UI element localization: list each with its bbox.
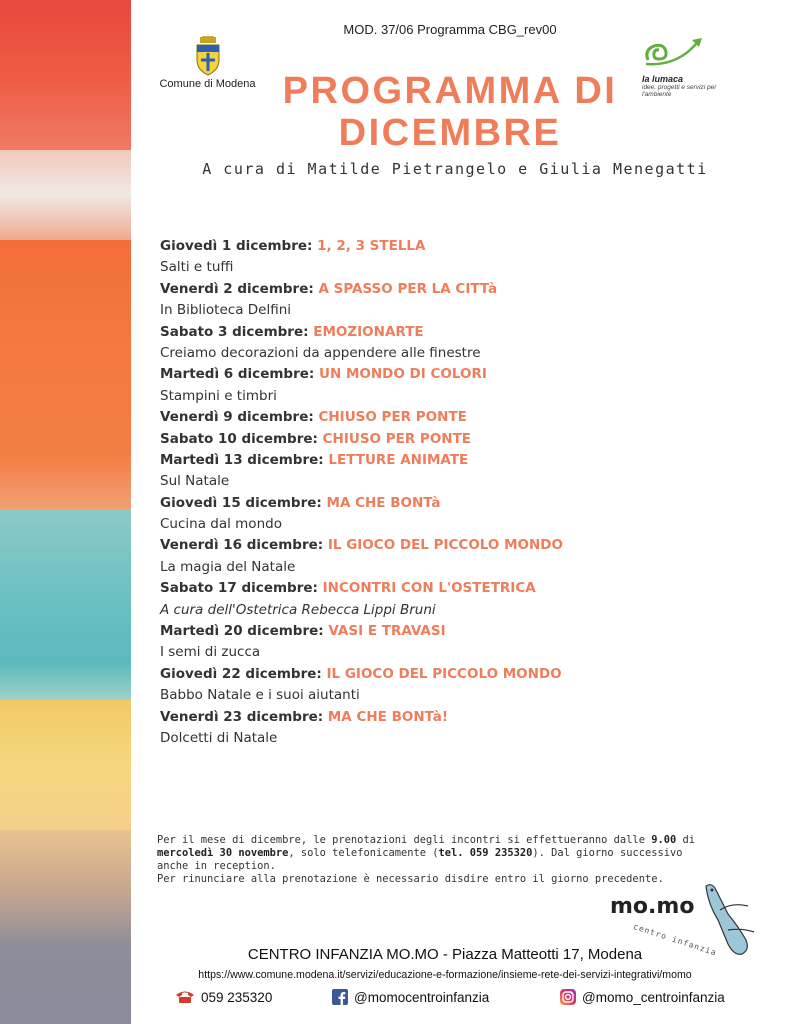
event-date: Martedì 6 dicembre: [160,366,319,383]
website-link[interactable]: https://www.comune.modena.it/servizi/educazione-e-formazione/insieme-rete-dei-servizi-integrativi/momo [198,969,692,981]
booking-notes [157,834,717,886]
schedule-event [160,407,760,428]
event-description: In Biblioteca Delfini [160,302,292,319]
subtitle: A cura di Matilde Pietrangelo e Giulia Menegatti [202,160,708,178]
schedule-event [160,535,760,556]
event-description: Sul Natale [160,473,230,490]
note-text: Per il mese di dicembre, le prenotazioni degli incontri si effettueranno dalle [157,834,652,846]
schedule-event [160,450,760,471]
schedule-event [160,364,760,385]
comune-logo [150,36,265,90]
event-description: I semi di zucca [160,644,261,661]
event-date: Giovedì 22 dicembre: [160,665,327,682]
event-date: Martedì 20 dicembre: [160,623,329,640]
event-activity: MA CHE BONTà [326,494,441,511]
momo-name: mo.mo [610,894,695,919]
schedule-event [160,621,760,642]
event-description: A cura dell'Ostetrica Rebecca Lippi Bruni [160,601,436,618]
instagram-contact[interactable] [560,986,725,1008]
event-activity: LETTURE ANIMATE [328,451,469,468]
event-date: Sabato 17 dicembre: [160,580,323,597]
booking-note-1 [157,834,717,873]
contacts-bar [175,986,775,1008]
title-line-1: PROGRAMMA DI [282,70,618,112]
schedule-event [160,578,760,599]
painted-side-panel [0,0,131,1024]
coat-of-arms-icon [193,36,223,76]
phone-contact[interactable] [175,986,272,1008]
schedule-event [160,279,760,300]
schedule-event [160,707,760,728]
comune-name: Comune di Modena [159,78,256,90]
event-date: Venerdì 23 dicembre: [160,708,328,725]
note-text: di [676,834,696,846]
event-date: Sabato 10 dicembre: [160,430,323,447]
instagram-handle: @momo_centroinfanzia [582,989,725,1005]
page-title [270,70,630,154]
event-activity: EMOZIONARTE [313,323,424,340]
event-date: Venerdì 9 dicembre: [160,409,319,426]
partner-name: la lumaca [642,74,684,84]
event-activity: A SPASSO PER LA CITTà [318,280,498,297]
note-text: , solo telefonicamente ( [288,847,439,859]
center-address: CENTRO INFANZIA MO.MO - Piazza Matteotti 17, Modena [247,946,643,963]
event-description: Salti e tuffi [160,259,234,276]
event-activity: 1, 2, 3 STELLA [317,238,426,254]
event-date: Venerdì 2 dicembre: [160,280,319,297]
event-date: Giovedì 1 dicembre: [160,238,318,254]
booking-note-2: Per rinunciare alla prenotazione è necessario disdire entro il giorno precedente. [157,873,664,885]
schedule-event [160,493,760,514]
event-activity: CHIUSO PER PONTE [322,430,472,447]
facebook-contact[interactable] [332,986,489,1008]
note-phone: tel. 059 235320 [438,847,533,859]
event-activity: CHIUSO PER PONTE [318,409,467,426]
la-lumaca-logo [642,36,732,98]
schedule-event [160,236,760,257]
schedule-event [160,664,760,685]
event-activity: INCONTRI CON L'OSTETRICA [322,580,536,597]
note-time: 9.00 [651,834,677,846]
phone-number: 059 235320 [201,989,273,1005]
instagram-icon [560,989,576,1005]
schedule-event [160,322,760,343]
facebook-handle: @momocentroinfanzia [354,989,490,1005]
momo-subtitle: centro infanzia [632,922,718,958]
snail-spiral-icon [642,36,708,70]
event-description: Creiamo decorazioni da appendere alle finestre [160,344,481,361]
phone-icon [175,990,195,1004]
event-activity: UN MONDO DI COLORI [319,366,487,383]
facebook-icon [332,989,348,1005]
partner-tagline: idee, progetti e servizi per l'ambiente [642,84,717,98]
module-reference: MOD. 37/06 Programma CBG_rev00 [343,22,557,37]
event-activity: IL GIOCO DEL PICCOLO MONDO [327,537,563,554]
event-activity: MA CHE BONTà! [327,708,449,725]
event-activity: IL GIOCO DEL PICCOLO MONDO [326,665,562,682]
event-date: Giovedì 15 dicembre: [160,494,327,511]
note-text: ). Dal giorno successivo anche in reception. [157,847,683,872]
event-date: Martedì 13 dicembre: [160,451,329,468]
title-line-2: DICEMBRE [338,112,562,154]
schedule-list [160,236,760,749]
note-date: mercoledì 30 novembre [157,847,289,859]
schedule-event [160,429,760,450]
event-date: Sabato 3 dicembre: [160,323,314,340]
event-description: Dolcetti di Natale [160,729,278,746]
event-description: Babbo Natale e i suoi aiutanti [160,687,360,704]
event-date: Venerdì 16 dicembre: [160,537,328,554]
event-activity: VASI E TRAVASI [328,623,446,640]
event-description: La magia del Natale [160,558,296,575]
event-description: Stampini e timbri [160,387,277,404]
event-description: Cucina dal mondo [160,516,282,533]
